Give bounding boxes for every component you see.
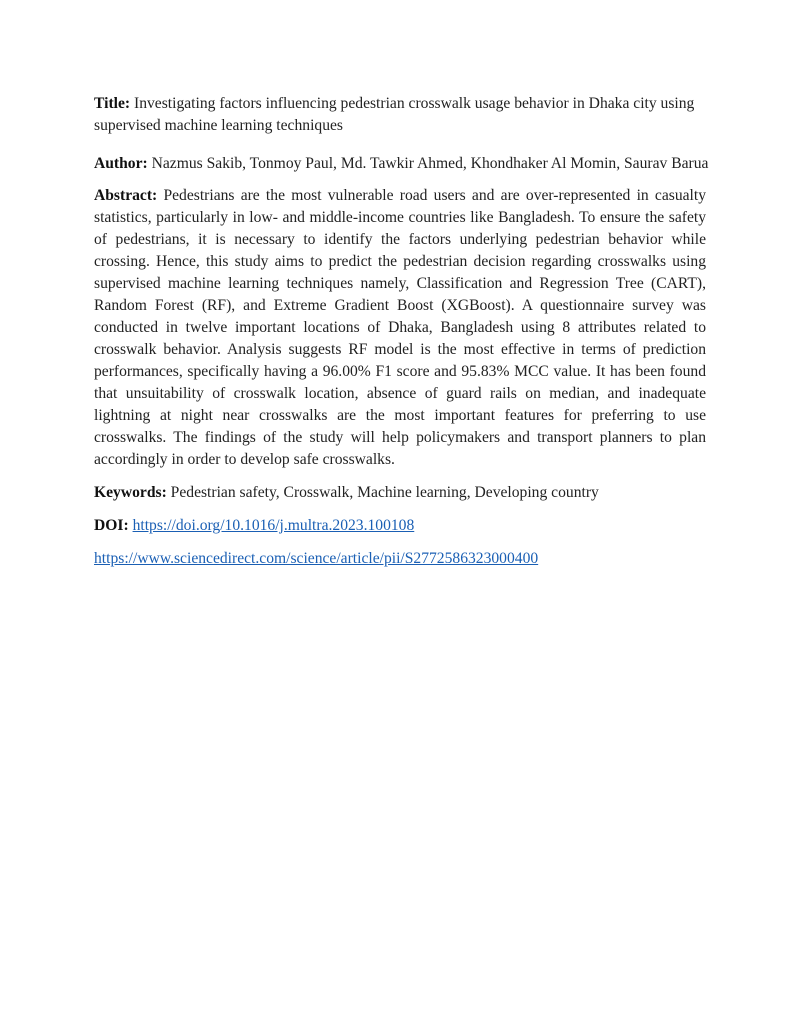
doi-label: DOI:	[94, 517, 129, 534]
paper-page	[94, 93, 709, 570]
doi-link[interactable]: https://doi.org/10.1016/j.multra.2023.100108	[132, 517, 415, 534]
author-label: Author:	[94, 155, 148, 172]
title-block	[94, 93, 706, 137]
author-list: Nazmus Sakib, Tonmoy Paul, Md. Tawkir Ahmed, Khondhaker Al Momin, Saurav Barua	[151, 155, 709, 172]
title-label: Title:	[94, 95, 131, 112]
paper-title: Investigating factors influencing pedestrian crosswalk usage behavior in Dhaka city using supervised machine learning techniques	[94, 95, 695, 134]
article-url-block	[94, 548, 706, 570]
article-url-link[interactable]: https://www.sciencedirect.com/science/article/pii/S2772586323000400	[94, 550, 539, 567]
abstract-block	[94, 185, 706, 471]
abstract-text: Pedestrians are the most vulnerable road users and are over-represented in casualty statistics, particularly in low- and middle-income countries like Bangladesh. To ensure the safety of pedestrians, it is necessary to identify the factors underlying pedestrian behavior while crossing. Hence, this study aims to predict the pedestrian decision regarding crosswalks using supervised machine learning techniques namely, Classification and Regression Tree (CART), Random Forest (RF), and Extreme Gradient Boost (XGBoost). A questionnaire survey was conducted in twelve important locations of Dhaka, Bangladesh using 8 attributes related to crosswalk behavior. Analysis suggests RF model is the most effective in terms of prediction performances, specifically having a 96.00% F1 score and 95.83% MCC value. It has been found that unsuitability of crosswalk location, absence of guard rails on median, and inadequate lightning at night near crosswalks are the most important features for preferring to use crosswalks. The findings of the study will help policymakers and transport planners to plan accordingly in order to develop safe crosswalks.	[94, 187, 706, 468]
keywords-block	[94, 482, 706, 504]
keywords-label: Keywords:	[94, 484, 167, 501]
author-block	[94, 153, 709, 175]
doi-block	[94, 515, 706, 537]
abstract-label: Abstract:	[94, 187, 158, 204]
keywords-text: Pedestrian safety, Crosswalk, Machine learning, Developing country	[170, 484, 599, 501]
